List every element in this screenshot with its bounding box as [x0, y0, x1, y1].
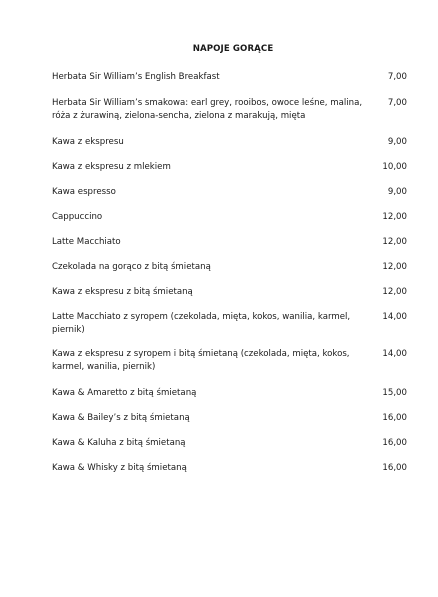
menu-item: [52, 437, 407, 450]
menu-item: [52, 71, 407, 84]
menu-title: NAPOJE GORĄCE: [192, 44, 274, 54]
menu-item-price: 14,00: [382, 312, 407, 322]
menu-item-price: 15,00: [382, 388, 407, 398]
menu-item-price: 14,00: [382, 349, 407, 359]
menu-item-price: 10,00: [382, 162, 407, 172]
menu-item-name: Herbata Sir William’s English Breakfast: [52, 72, 220, 82]
menu-item-name: Cappuccino: [52, 212, 103, 222]
menu-item-price: 12,00: [382, 287, 407, 297]
menu-item-price: 16,00: [382, 438, 407, 448]
menu-item: [52, 211, 407, 224]
menu-item: [52, 412, 407, 425]
menu-item: [52, 462, 407, 475]
menu-item-name: Herbata Sir William’s smakowa: earl grey, rooibos, owoce leśne, malina, róża z żurawiną, zielona-sencha, zielona z marakują, mięta: [52, 98, 363, 121]
menu-item: [52, 97, 407, 123]
menu-item-price: 16,00: [382, 413, 407, 423]
menu-item-name: Kawa & Bailey’s z bitą śmietaną: [52, 413, 190, 423]
menu-item: [52, 186, 407, 199]
menu-item: [52, 236, 407, 249]
menu-item-price: 12,00: [382, 212, 407, 222]
menu-item-price: 16,00: [382, 463, 407, 473]
menu-item: [52, 348, 407, 374]
menu-item-name: Latte Macchiato z syropem (czekolada, mięta, kokos, wanilia, karmel, piernik): [52, 312, 351, 335]
menu-item-price: 12,00: [382, 237, 407, 247]
menu-item-price: 12,00: [382, 262, 407, 272]
menu-item-name: Kawa & Whisky z bitą śmietaną: [52, 463, 187, 473]
menu-item: [52, 161, 407, 174]
menu-item-name: Kawa z ekspresu: [52, 137, 124, 147]
menu-item-name: Kawa espresso: [52, 187, 116, 197]
menu-item-name: Czekolada na gorąco z bitą śmietaną: [52, 262, 211, 272]
menu-item: [52, 136, 407, 149]
menu-item: [52, 286, 407, 299]
menu-item-name: Kawa z ekspresu z bitą śmietaną: [52, 287, 193, 297]
menu-item: [52, 311, 407, 337]
menu-item-name: Kawa z ekspresu z syropem i bitą śmietaną (czekolada, mięta, kokos, karmel, wanilia, piernik): [52, 349, 350, 372]
menu-item-name: Latte Macchiato: [52, 237, 121, 247]
menu-item: [52, 261, 407, 274]
menu-item-price: 7,00: [387, 72, 407, 82]
menu-item-price: 9,00: [387, 137, 407, 147]
menu-item-name: Kawa z ekspresu z mlekiem: [52, 162, 171, 172]
menu-item-name: Kawa & Amaretto z bitą śmietaną: [52, 388, 197, 398]
menu-item-name: Kawa & Kaluha z bitą śmietaną: [52, 438, 186, 448]
menu-item: [52, 387, 407, 400]
menu-item-price: 7,00: [387, 98, 407, 108]
menu-item-price: 9,00: [387, 187, 407, 197]
